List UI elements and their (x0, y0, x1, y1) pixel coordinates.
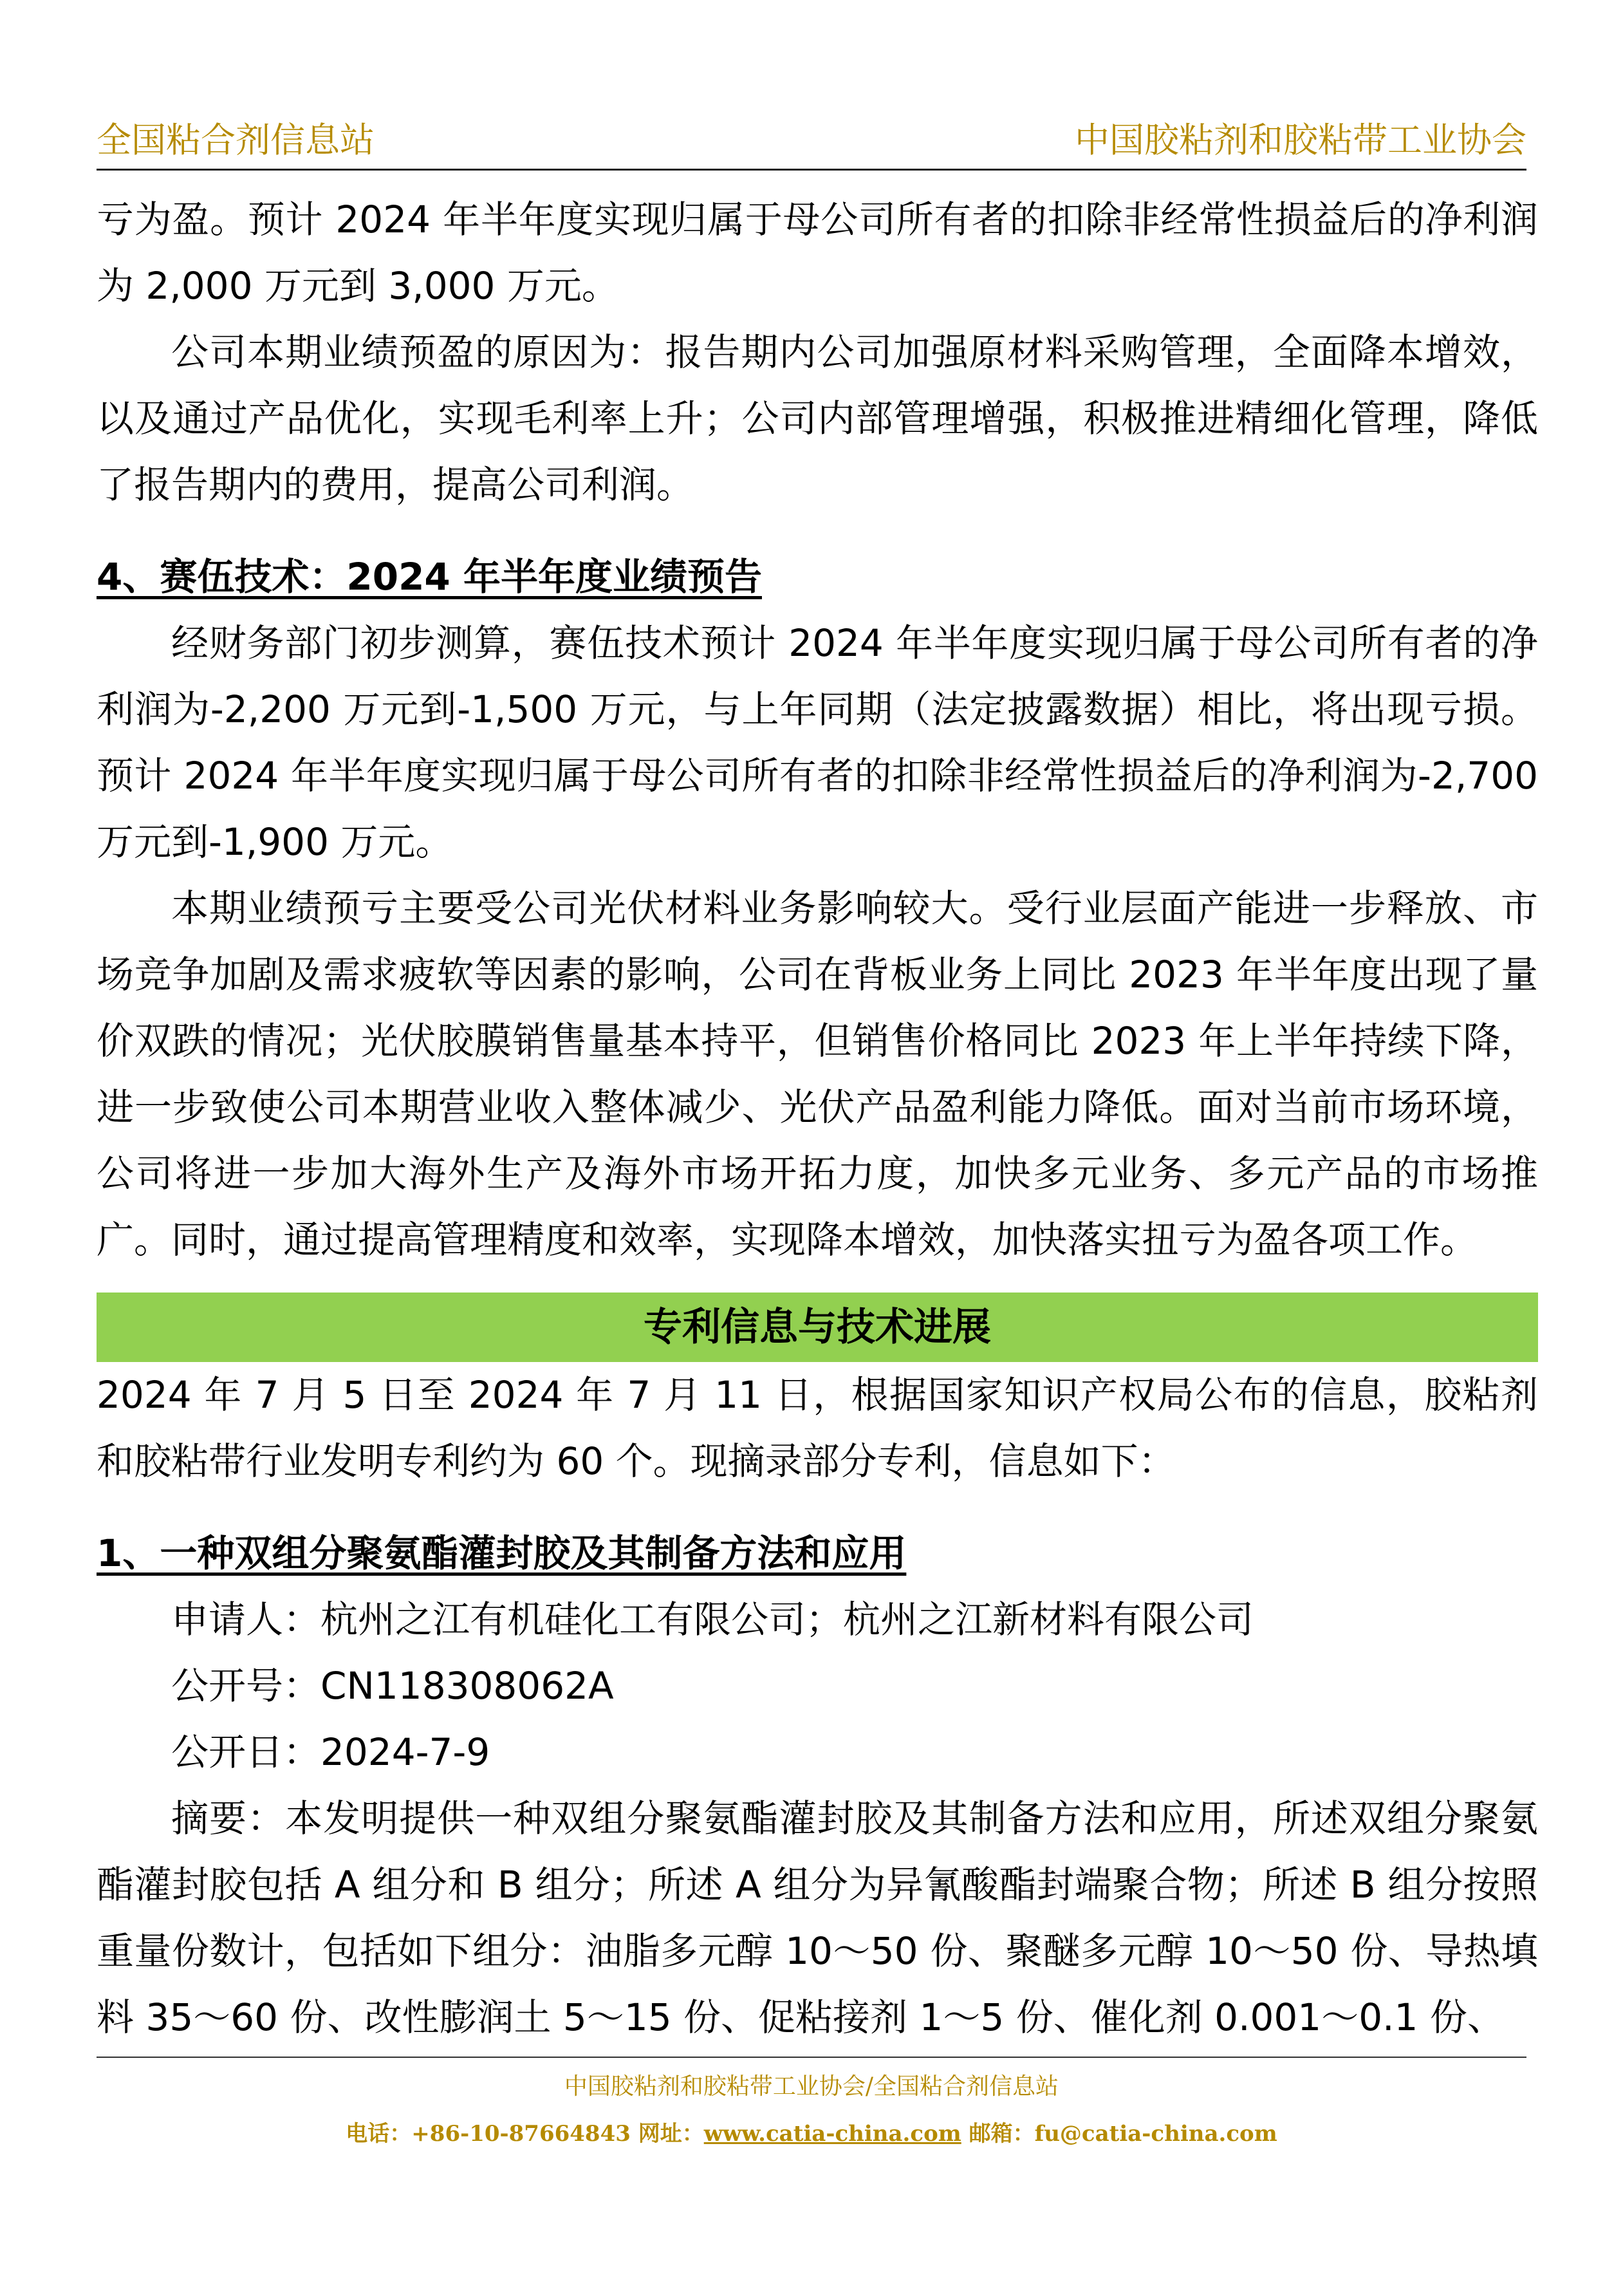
header-divider (97, 169, 1526, 171)
paragraph-continued: 亏为盈。预计 2024 年半年度实现归属于母公司所有者的扣除非经常性损益后的净利润为 2,000 万元到 3,000 万元。 (97, 198, 1538, 308)
patent-abstract: 摘要：本发明提供一种双组分聚氨酯灌封胶及其制备方法和应用，所述双组分聚氨酯灌封胶包括 A 组分和 B 组分；所述 A 组分为异氰酸酯封端聚合物；所述 B 组分按照重量份数计，包括如下组分：油脂多元醇 10～50 份、聚醚多元醇 10～50 份、导热填料 35～60 份、改性膨润土 5～15 份、促粘接剂 1～5 份、催化剂 0.001～0.1 份、 (97, 1797, 1538, 2039)
paragraph-reason: 公司本期业绩预盈的原因为：报告期内公司加强原材料采购管理，全面降本增效，以及通过产品优化，实现毛利率上升；公司内部管理增强，积极推进精细化管理，降低了报告期内的费用，提高公司利润。 (97, 330, 1538, 507)
paragraph-saiwu-reason: 本期业绩预亏主要受公司光伏材料业务影响较大。受行业层面产能进一步释放、市场竞争加剧及需求疲软等因素的影响，公司在背板业务上同比 2023 年半年度出现了量价双跌的情况；光伏胶膜销售量基本持平，但销售价格同比 2023 年上半年持续下降，进一步致使公司本期营业收入整体减少、光伏产品盈利能力降低。面对当前市场环境，公司将进一步加大海外生产及海外市场开拓力度，加快多元业务、多元产品的市场推广。同时，通过提高管理精度和效率，实现降本增效，加快落实扭亏为盈各项工作。 (97, 886, 1538, 1262)
header-left-title: 全国粘合剂信息站 (97, 120, 375, 160)
paragraph-patent-intro: 2024 年 7 月 5 日至 2024 年 7 月 11 日，根据国家知识产权局公布的信息，胶粘剂和胶粘带行业发明专利约为 60 个。现摘录部分专利，信息如下： (97, 1373, 1538, 1483)
footer-phone: 电话：+86-10-87664843 网址： (346, 2121, 704, 2147)
paragraph-saiwu-forecast: 经财务部门初步测算，赛伍技术预计 2024 年半年度实现归属于母公司所有者的净利润为-2,200 万元到-1,500 万元，与上年同期（法定披露数据）相比，将出现亏损。预计 2024 年半年度实现归属于母公司所有者的扣除非经常性损益后的净利润为-2,700 万元到-1,900 万元。 (97, 621, 1538, 864)
footer-organization: 中国胶粘剂和胶粘带工业协会/全国粘合剂信息站 (564, 2073, 1059, 2100)
footer-contact (0, 2114, 1623, 2153)
patent-publication-date: 公开日：2024-7-9 (171, 1730, 490, 1774)
section-heading-saiwu: 4、赛伍技术：2024 年半年度业绩预告 (97, 555, 762, 599)
footer-website-link[interactable]: www.catia-china.com (703, 2121, 961, 2147)
patent-applicant: 申请人：杭州之江有机硅化工有限公司；杭州之江新材料有限公司 (171, 1598, 1254, 1641)
section-banner-patents: 专利信息与技术进展 (97, 1293, 1538, 1362)
patent-title-1: 1、一种双组分聚氨酯灌封胶及其制备方法和应用 (97, 1531, 907, 1575)
header-right-title: 中国胶粘剂和胶粘带工业协会 (1075, 120, 1526, 160)
page-content (97, 187, 1538, 2051)
footer-divider (97, 2057, 1526, 2058)
patent-publication-number: 公开号：CN118308062A (171, 1664, 614, 1708)
footer-email: 邮箱：fu@catia-china.com (961, 2121, 1277, 2147)
